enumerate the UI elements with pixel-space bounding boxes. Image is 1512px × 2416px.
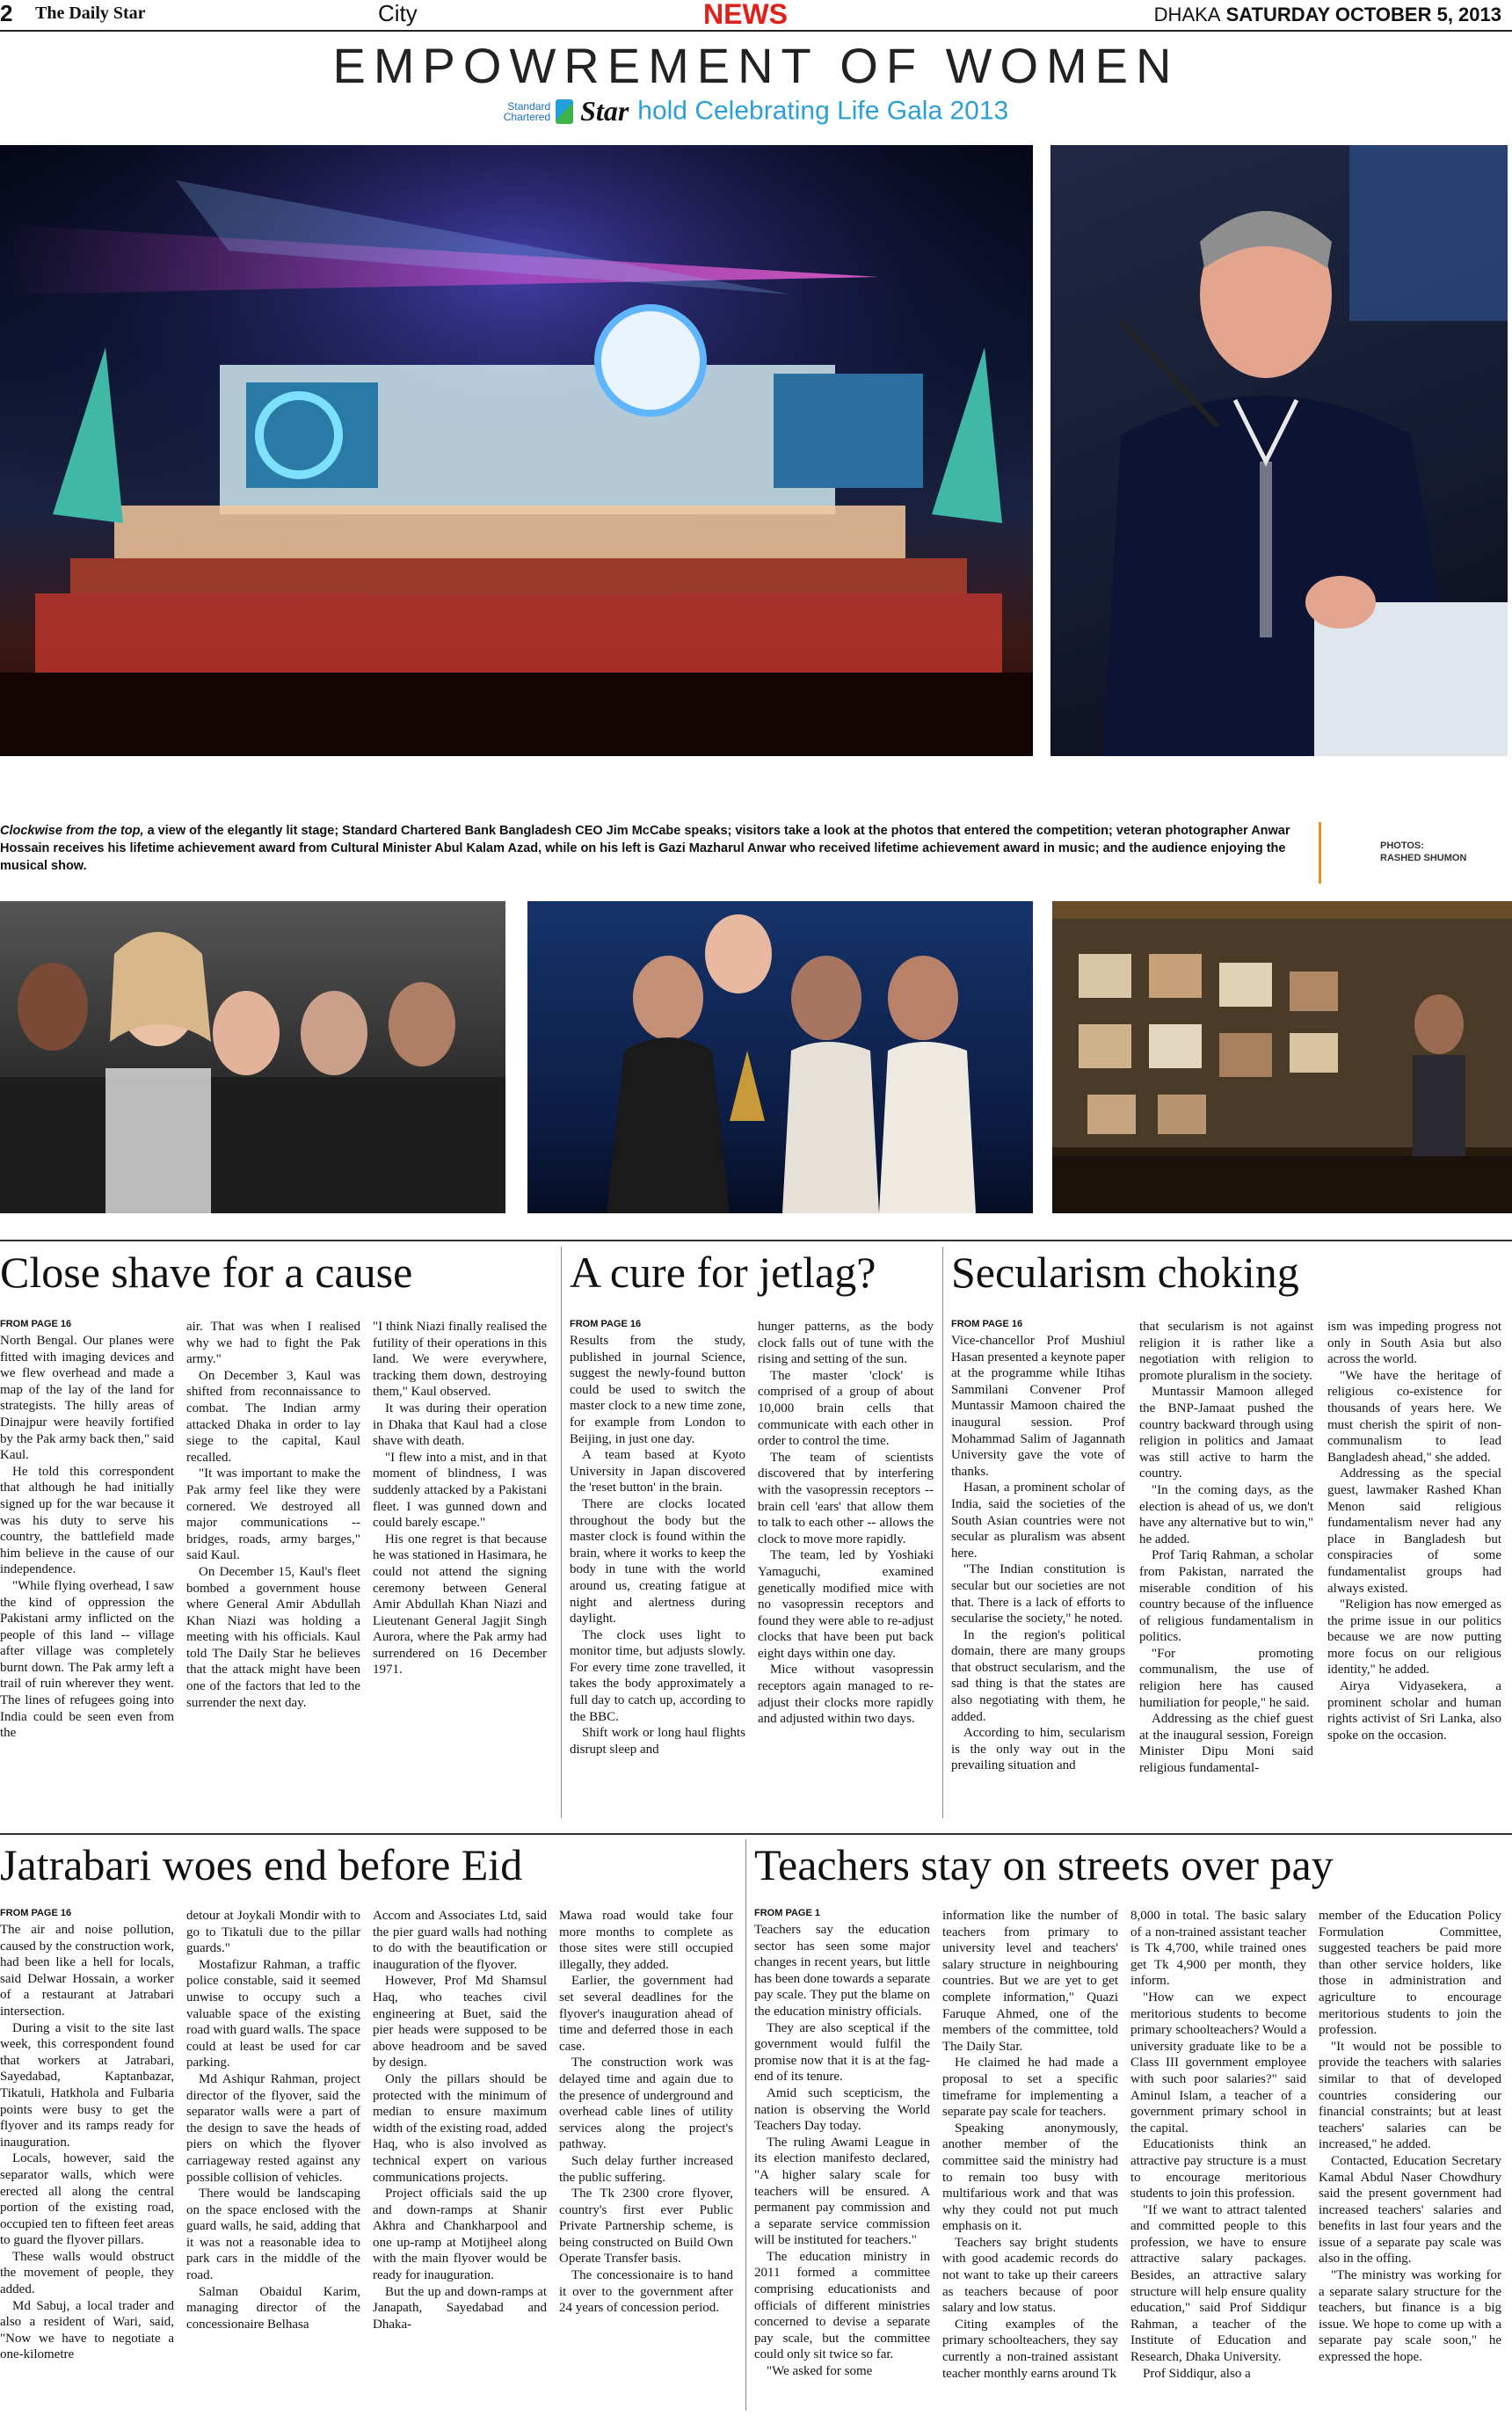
- article-paragraph: North Bengal. Our planes were fitted with imaging devices and we flew overhead and made a map of the lay of the land for strategists. The hilly areas of Dinajpur were heavily fortified by the Pak army back then," said Kaul.: [0, 1334, 174, 1463]
- section-city: City: [378, 0, 418, 26]
- article-paragraph: Teachers say bright students with good academic records do not want to take up their careers as teachers because of poor salary and low status.: [942, 2235, 1118, 2316]
- article-paragraph: Such delay further increased the public suffering.: [559, 2153, 733, 2185]
- article-paragraph: But the up and down-ramps at Janapath, Sayedabad and Dhaka-: [373, 2284, 547, 2332]
- article-paragraph: Mawa road would take four more months to complete as those sites were still occupied illegally, they added.: [559, 1909, 733, 1972]
- article-paragraph: Results from the study, published in journal Science, suggest the newly-found button could be used to switch the master clock to a new time zone, for example from London to Beijing, in just one day.: [570, 1334, 745, 1446]
- article-paragraph: On December 3, Kaul was shifted from reconnaissance to combat. The Indian army attacked Dhaka in order to lay siege to the capital, Kaul recalled.: [186, 1368, 360, 1465]
- article-paragraph: air. That was when I realised why we had to fight the Pak army.": [186, 1320, 360, 1367]
- article-paragraph: The team, led by Yoshiaki Yamaguchi, examined genetically modified mice with no vasopressin receptors and found they were able to re-adjust clocks that have been put back eight days within one day.: [758, 1548, 934, 1661]
- article-paragraph: Md Ashiqur Rahman, project director of the flyover, said the separator walls were a part of the design to save the heads of piers on which the flyover carriageway rested against any possible collision of vehicles.: [186, 2071, 360, 2185]
- article-paragraph: Earlier, the government had set several deadlines for the flyover's inauguration ahead of time and deferred those in each case.: [559, 1974, 733, 2054]
- secularism-col-2: [1139, 1319, 1313, 1820]
- article-paragraph: Mostafizur Rahman, a traffic police constable, said it seemed unwise to occupy such a valuable space of the existing road with guard walls. The space could at least be used for car parking.: [186, 1957, 360, 2070]
- article-paragraph: The construction work was delayed time and again due to the presence of underground and overhead cable lines of utility services along the project's pathway.: [559, 2056, 733, 2152]
- article-paragraph: The Tk 2300 crore flyover, country's first ever Public Private Partnership scheme, is being constructed on Build Own Operate Transfer basis.: [559, 2187, 733, 2267]
- headline-close-shave: Close shave for a cause: [0, 1248, 413, 1297]
- jatrabari-col-3: [373, 1908, 547, 2413]
- section-news: NEWS: [703, 0, 788, 30]
- article-paragraph: "How can we expect meritorious students to become primary schoolteachers? Would a university graduate like to be a Class III government employee with such poor salaries?" said Aminul Islam, a teacher of a government primary school in the capital.: [1130, 1990, 1306, 2136]
- article-paragraph: Teachers say the education sector has seen some major changes in recent years, but little has been done towards a separate pay scale. They put the blame on the education ministry officials.: [754, 1923, 930, 2019]
- from-page-secularism: FROM PAGE 16: [951, 1319, 1023, 1329]
- from-page-close-shave: FROM PAGE 16: [0, 1319, 72, 1329]
- article-paragraph: Accom and Associates Ltd, said the pier guard walls had nothing to do with the beautification or inauguration of the flyover.: [373, 1909, 547, 1972]
- teachers-col-1: [754, 1908, 930, 2413]
- article-paragraph: The ruling Awami League in its election manifesto declared, "A higher salary scale for teachers will be ensured. A permanent pay commission and a separate service commission will be instituted for teachers.": [754, 2135, 930, 2248]
- column-divider: [561, 1247, 562, 1818]
- from-page-jatrabari: FROM PAGE 16: [0, 1908, 72, 1918]
- article-paragraph: Airya Vidyasekera, a prominent scholar and human rights activist of Sri Lanka, also spoke on the occasion.: [1327, 1679, 1501, 1743]
- article-paragraph: On December 15, Kaul's fleet bombed a government house where General Amir Abdullah Khan Niazi was holding a meeting with his officials. Kaul told The Daily Star he believes that the attack might have been one of the factors that led to the surrender the next day.: [186, 1564, 360, 1710]
- section-rule: [0, 1240, 1512, 1241]
- sponsor-standard-chartered: Standard Chartered: [503, 99, 551, 123]
- article-paragraph: Muntassir Mamoon alleged the BNP-Jamaat pushed the country backward through using religion in politics and Jamaat was still active to harm the country.: [1139, 1385, 1313, 1481]
- audience-photo: [0, 901, 505, 1213]
- feature-title: EMPOWREMENT OF WOMEN: [332, 38, 1180, 93]
- headline-secularism: Secularism choking: [951, 1248, 1299, 1297]
- article-paragraph: that secularism is not against religion it is rather like a negotiation with religion to promote pluralism in the society.: [1139, 1320, 1313, 1383]
- article-paragraph: The clock uses light to monitor time, but adjusts slowly. For every time zone travelled, it takes the body approximately a full day to catch up, according to the BBC.: [570, 1627, 745, 1724]
- article-paragraph: Addressing as the special guest, lawmaker Rashed Khan Menon said religious fundamentalism never had any place in Bangladesh but conspiracies of some fundamentalist groups had always existed.: [1327, 1466, 1501, 1596]
- secularism-col-1: [951, 1319, 1125, 1820]
- teachers-col-2: [942, 1908, 1118, 2413]
- article-paragraph: detour at Joykali Mondir with to go to Tikatuli due to the pillar guards.": [186, 1909, 360, 1956]
- award-photo: [527, 901, 1033, 1213]
- standard-chartered-logo-icon: [556, 99, 573, 124]
- article-paragraph: Prof Tariq Rahman, a scholar from Pakistan, narrated the miserable condition of his country because of the influence of religious fundamentalism in politics.: [1139, 1548, 1313, 1645]
- close-shave-col-2: [186, 1319, 360, 1820]
- dateline-date: SATURDAY OCTOBER 5, 2013: [1225, 4, 1501, 25]
- teachers-col-4: [1319, 1908, 1501, 2413]
- article-paragraph: Project officials said the up and down-ramps at Shanir Akhra and Chankharpool and one up-ramp at Motijheel along with the main flyover would be ready for inauguration.: [373, 2187, 547, 2283]
- article-paragraph: In the region's political domain, there are many groups that obstruct secularism, and the sad thing is that the states are also negotiating with them, he added.: [951, 1627, 1125, 1724]
- article-paragraph: "In the coming days, as the election is ahead of us, we don't have any alternative but to win," he added.: [1139, 1482, 1313, 1546]
- headline-jetlag: A cure for jetlag?: [570, 1248, 876, 1297]
- article-paragraph: Vice-chancellor Prof Mushiul Hasan presented a keynote paper at the programme while Itihas Sammilani Convener Prof Muntassir Mamoon chaired the inaugural session. Prof Mohammad Salim of Jagannath University gave the vote of thanks.: [951, 1334, 1125, 1479]
- article-paragraph: member of the Education Policy Formulation Committee, suggested teachers be paid more than other service holders, like those in administration and agriculture to encourage meritorious students to join the profession.: [1319, 1909, 1501, 2038]
- article-paragraph: "I think Niazi finally realised the futility of their operations in this land. We were everywhere, tracking them down, destroying them," Kaul observed.: [373, 1320, 547, 1400]
- section-rule: [0, 1833, 1512, 1835]
- article-paragraph: Educationists think an attractive pay structure is a must to encourage meritorious students to join this profession.: [1130, 2137, 1306, 2201]
- dateline: [1154, 4, 1501, 26]
- from-page-jetlag: FROM PAGE 16: [570, 1319, 642, 1329]
- article-paragraph: There would be landscaping on the space enclosed with the guard walls, he said, adding that it was not a reasonable idea to park cars in the middle of the road.: [186, 2187, 360, 2283]
- article-paragraph: "It was important to make the Pak army feel like they were cornered. We destroyed all major communications -- bridges, roads, army barges," said Kaul.: [186, 1466, 360, 1563]
- article-paragraph: His one regret is that because he was stationed in Hasimara, he could not attend the signing ceremony between General Amir Abdullah Khan Niazi and Lieutenant General Jagjit Singh Aurora, where the Pak army had surrendered on 16 December 1971.: [373, 1532, 547, 1677]
- column-divider: [942, 1247, 943, 1818]
- article-paragraph: The education ministry in 2011 formed a committee comprising educationists and officials of different ministries concerned to devise a separate pay scale, but the committee could only sit twice so far.: [754, 2249, 930, 2362]
- jatrabari-col-2: [186, 1908, 360, 2413]
- article-paragraph: Prof Siddiqur, also a: [1143, 2366, 1251, 2381]
- article-paragraph: Speaking anonymously, another member of the committee said the ministry had to remain too busy with multifarious work and that was why they could not put much emphasis on it.: [942, 2121, 1118, 2234]
- teachers-col-3: [1130, 1908, 1306, 2413]
- article-paragraph: hunger patterns, as the body clock falls out of tune with the rising and setting of the sun.: [758, 1320, 934, 1367]
- feature-subtitle-row: [0, 95, 1512, 127]
- article-paragraph: ism was impeding progress not only in South Asia but also across the world.: [1327, 1320, 1501, 1367]
- jetlag-col-2: [758, 1319, 934, 1820]
- article-paragraph: Md Sabuj, a local trader and also a resident of Wari, said, "Now we have to negotiate a one-kilometre: [0, 2298, 174, 2362]
- article-paragraph: However, Prof Md Shamsul Haq, who teaches civil engineering at Buet, said the pier heads were supposed to be above headroom and be saved by design.: [373, 1974, 547, 2070]
- article-paragraph: information like the number of teachers from primary to university level and teachers' salary structure in neighbouring countries. But we are yet to get complete information," Quazi Faruque Ahmed, one of the members of the committee, told The Daily Star.: [942, 1909, 1118, 2054]
- article-paragraph: Salman Obaidul Karim, managing director of the concessionaire Belhasa: [186, 2284, 360, 2332]
- page-number: 2: [0, 0, 13, 26]
- article-paragraph: "The ministry was working for a separate salary structure for the teachers, but finance is a big issue. We hope to come up with a separate pay scale soon," he expressed the hope.: [1319, 2268, 1501, 2365]
- photo-credit: PHOTOS: RASHED SHUMON: [1380, 841, 1467, 863]
- article-paragraph: "I flew into a mist, and in that moment of blindness, I was suddenly attacked by a Pakistani fleet. I was gunned down and could barely escape.": [373, 1450, 547, 1531]
- article-paragraph: Locals, however, said the separator walls, which were erected all along the central portion of the existing road, occupied ten to fifteen feet areas to guard the flyover pillars.: [0, 2151, 174, 2248]
- article-paragraph: Mice without vasopressin receptors again managed to re-adjust their clocks more rapidly and adjusted within two days.: [758, 1663, 934, 1727]
- article-paragraph: Shift work or long haul flights disrupt sleep and: [570, 1726, 745, 1757]
- article-paragraph: 8,000 in total. The basic salary of a non-trained assistant teacher is Tk 4,700, while trained ones get Tk 4,900 per month, they inform.: [1130, 1909, 1306, 1989]
- jetlag-col-1: [570, 1319, 745, 1820]
- article-paragraph: He claimed he had made a proposal to set a specific timeframe for implementing a separate pay scale for teachers.: [942, 2056, 1118, 2120]
- article-paragraph: "It would not be possible to provide the teachers with salaries similar to that of developed countries considering our financial constraints; but at least teachers' salaries can be increased," he added.: [1319, 2039, 1501, 2152]
- caption-divider: [1319, 822, 1321, 884]
- article-paragraph: Addressing as the chief guest at the inaugural session, Foreign Minister Dipu Moni said religious fundamental-: [1139, 1712, 1313, 1776]
- article-paragraph: A team based at Kyoto University in Japan discovered the 'reset button' in the brain.: [570, 1448, 745, 1495]
- article-paragraph: They are also sceptical if the government would fulfil the promise now that it is at the fag-end of its tenure.: [754, 2020, 930, 2085]
- article-paragraph: Citing examples of the primary schoolteachers, they say currently a non-trained assistant teacher monthly earns around Tk: [942, 2317, 1118, 2381]
- article-paragraph: The air and noise pollution, caused by the construction work, had been like a hell for locals, said Delwar Hossain, a worker of a restaurant at Jatrabari intersection.: [0, 1923, 174, 2019]
- headline-teachers: Teachers stay on streets over pay: [754, 1840, 1334, 1889]
- jatrabari-col-4: [559, 1908, 733, 2413]
- article-paragraph: These walls would obstruct the movement of people, they added.: [0, 2249, 174, 2297]
- secularism-col-3: [1327, 1319, 1501, 1820]
- paper-name: The Daily Star: [35, 4, 146, 23]
- article-paragraph: According to him, secularism is the only way out in the prevailing situation and: [951, 1726, 1125, 1773]
- headline-jatrabari: Jatrabari woes end before Eid: [0, 1840, 523, 1889]
- article-paragraph: There are clocks located throughout the body but the master clock is found within the brain, where it works to keep the body in tune with the world around us, creating fatigue at night and alertness during daylight.: [570, 1496, 745, 1626]
- article-paragraph: The team of scientists discovered that by interfering with the vasopressin receptors -- brain cell 'ears' that allow them to talk to each other -- allows the clock to move more rapidly.: [758, 1450, 934, 1546]
- article-paragraph: He told this correspondent that although he had initially signed up for the war because it was his duty to serve his country, the battlefield made him believe in the cause of our independence.: [0, 1464, 174, 1577]
- star-logo: Star: [580, 95, 629, 127]
- article-paragraph: "For promoting communalism, the use of religion here has caused humiliation for people," he said.: [1139, 1646, 1313, 1710]
- photo-caption: Clockwise from the top, a view of the elegantly lit stage; Standard Chartered Bank Bangladesh CEO Jim McCabe speaks; visitors take a look at the photos that entered the competition; veteran photographer Anwar Hossain receives his lifetime achievement award from Cultural Minister Abul Kalam Azad, while on his left is Gazi Mazharul Anwar who received lifetime achievement award in music; and the audience enjoying the musical show.: [0, 824, 1290, 873]
- article-paragraph: The master 'clock' is comprised of a group of about 10,000 brain cells that communicate with each other in order to control the time.: [758, 1368, 934, 1449]
- article-paragraph: Hasan, a prominent scholar of India, said the societies of the South Asian countries were not secular as pluralism was absent here.: [951, 1481, 1125, 1561]
- article-paragraph: "We asked for some: [767, 2364, 873, 2379]
- jatrabari-col-1: [0, 1908, 174, 2413]
- article-paragraph: "While flying overhead, I saw the kind of oppression the Pakistani army inflicted on the people of this land -- village after village was completely burnt down. The Pak army left a trail of ruin wherever they went. The lines of refugees going into India could be seen even from the: [0, 1578, 174, 1741]
- article-paragraph: The concessionaire is to hand it over to the government after 24 years of concession period.: [559, 2268, 733, 2316]
- close-shave-col-3: [373, 1319, 547, 1820]
- feature-subtitle: hold Celebrating Life Gala 2013: [637, 96, 1009, 126]
- from-page-teachers: FROM PAGE 1: [754, 1908, 820, 1918]
- gallery-photo: [1052, 901, 1512, 1213]
- speaker-photo: [1050, 145, 1508, 756]
- column-divider: [745, 1839, 746, 2411]
- article-paragraph: Only the pillars should be protected with the minimum of median to ensure maximum width of the existing road, added Haq, who is also involved as technical expert on various communications projects.: [373, 2071, 547, 2185]
- article-paragraph: "Religion has now emerged as the prime issue in our politics because we are now putting more focus on our religious identity," he added.: [1327, 1597, 1501, 1677]
- article-paragraph: Contacted, Education Secretary Kamal Abdul Naser Chowdhury said the present government had increased teachers' salaries and benefits in last four years and the issue of a separate pay scale was also in the offing.: [1319, 2153, 1501, 2267]
- article-paragraph: It was during their operation in Dhaka that Kaul had a close shave with death.: [373, 1401, 547, 1449]
- article-paragraph: Amid such scepticism, the nation is observing the World Teachers Day today.: [754, 2085, 930, 2134]
- close-shave-col-1: [0, 1319, 174, 1820]
- article-paragraph: "We have the heritage of religious co-existence for thousands of years here. We must cherish the spirit of non-communalism to lead Bangladesh ahead," she added.: [1327, 1368, 1501, 1465]
- article-paragraph: "If we want to attract talented and committed people to this profession, we have to ensure attractive salary packages. Besides, an attractive salary structure will help ensure quality education," said Prof Siddiqur Rahman, a teacher of the Institute of Education and Research, Dhaka University.: [1130, 2202, 1306, 2365]
- article-paragraph: "The Indian constitution is secular but our societies are not that. There is a lack of efforts to secularise the society," he noted.: [951, 1562, 1125, 1626]
- masthead: [0, 0, 1512, 32]
- article-paragraph: During a visit to the site last week, this correspondent found that workers at Jatrabari, Sayedabad, Kaptanbazar, Tikatuli, Hatkhola and Fulbaria points were busy to get the flyover and its ramps ready for inauguration.: [0, 2020, 174, 2150]
- dateline-city: DHAKA: [1153, 4, 1221, 25]
- stage-photo: [0, 145, 1033, 756]
